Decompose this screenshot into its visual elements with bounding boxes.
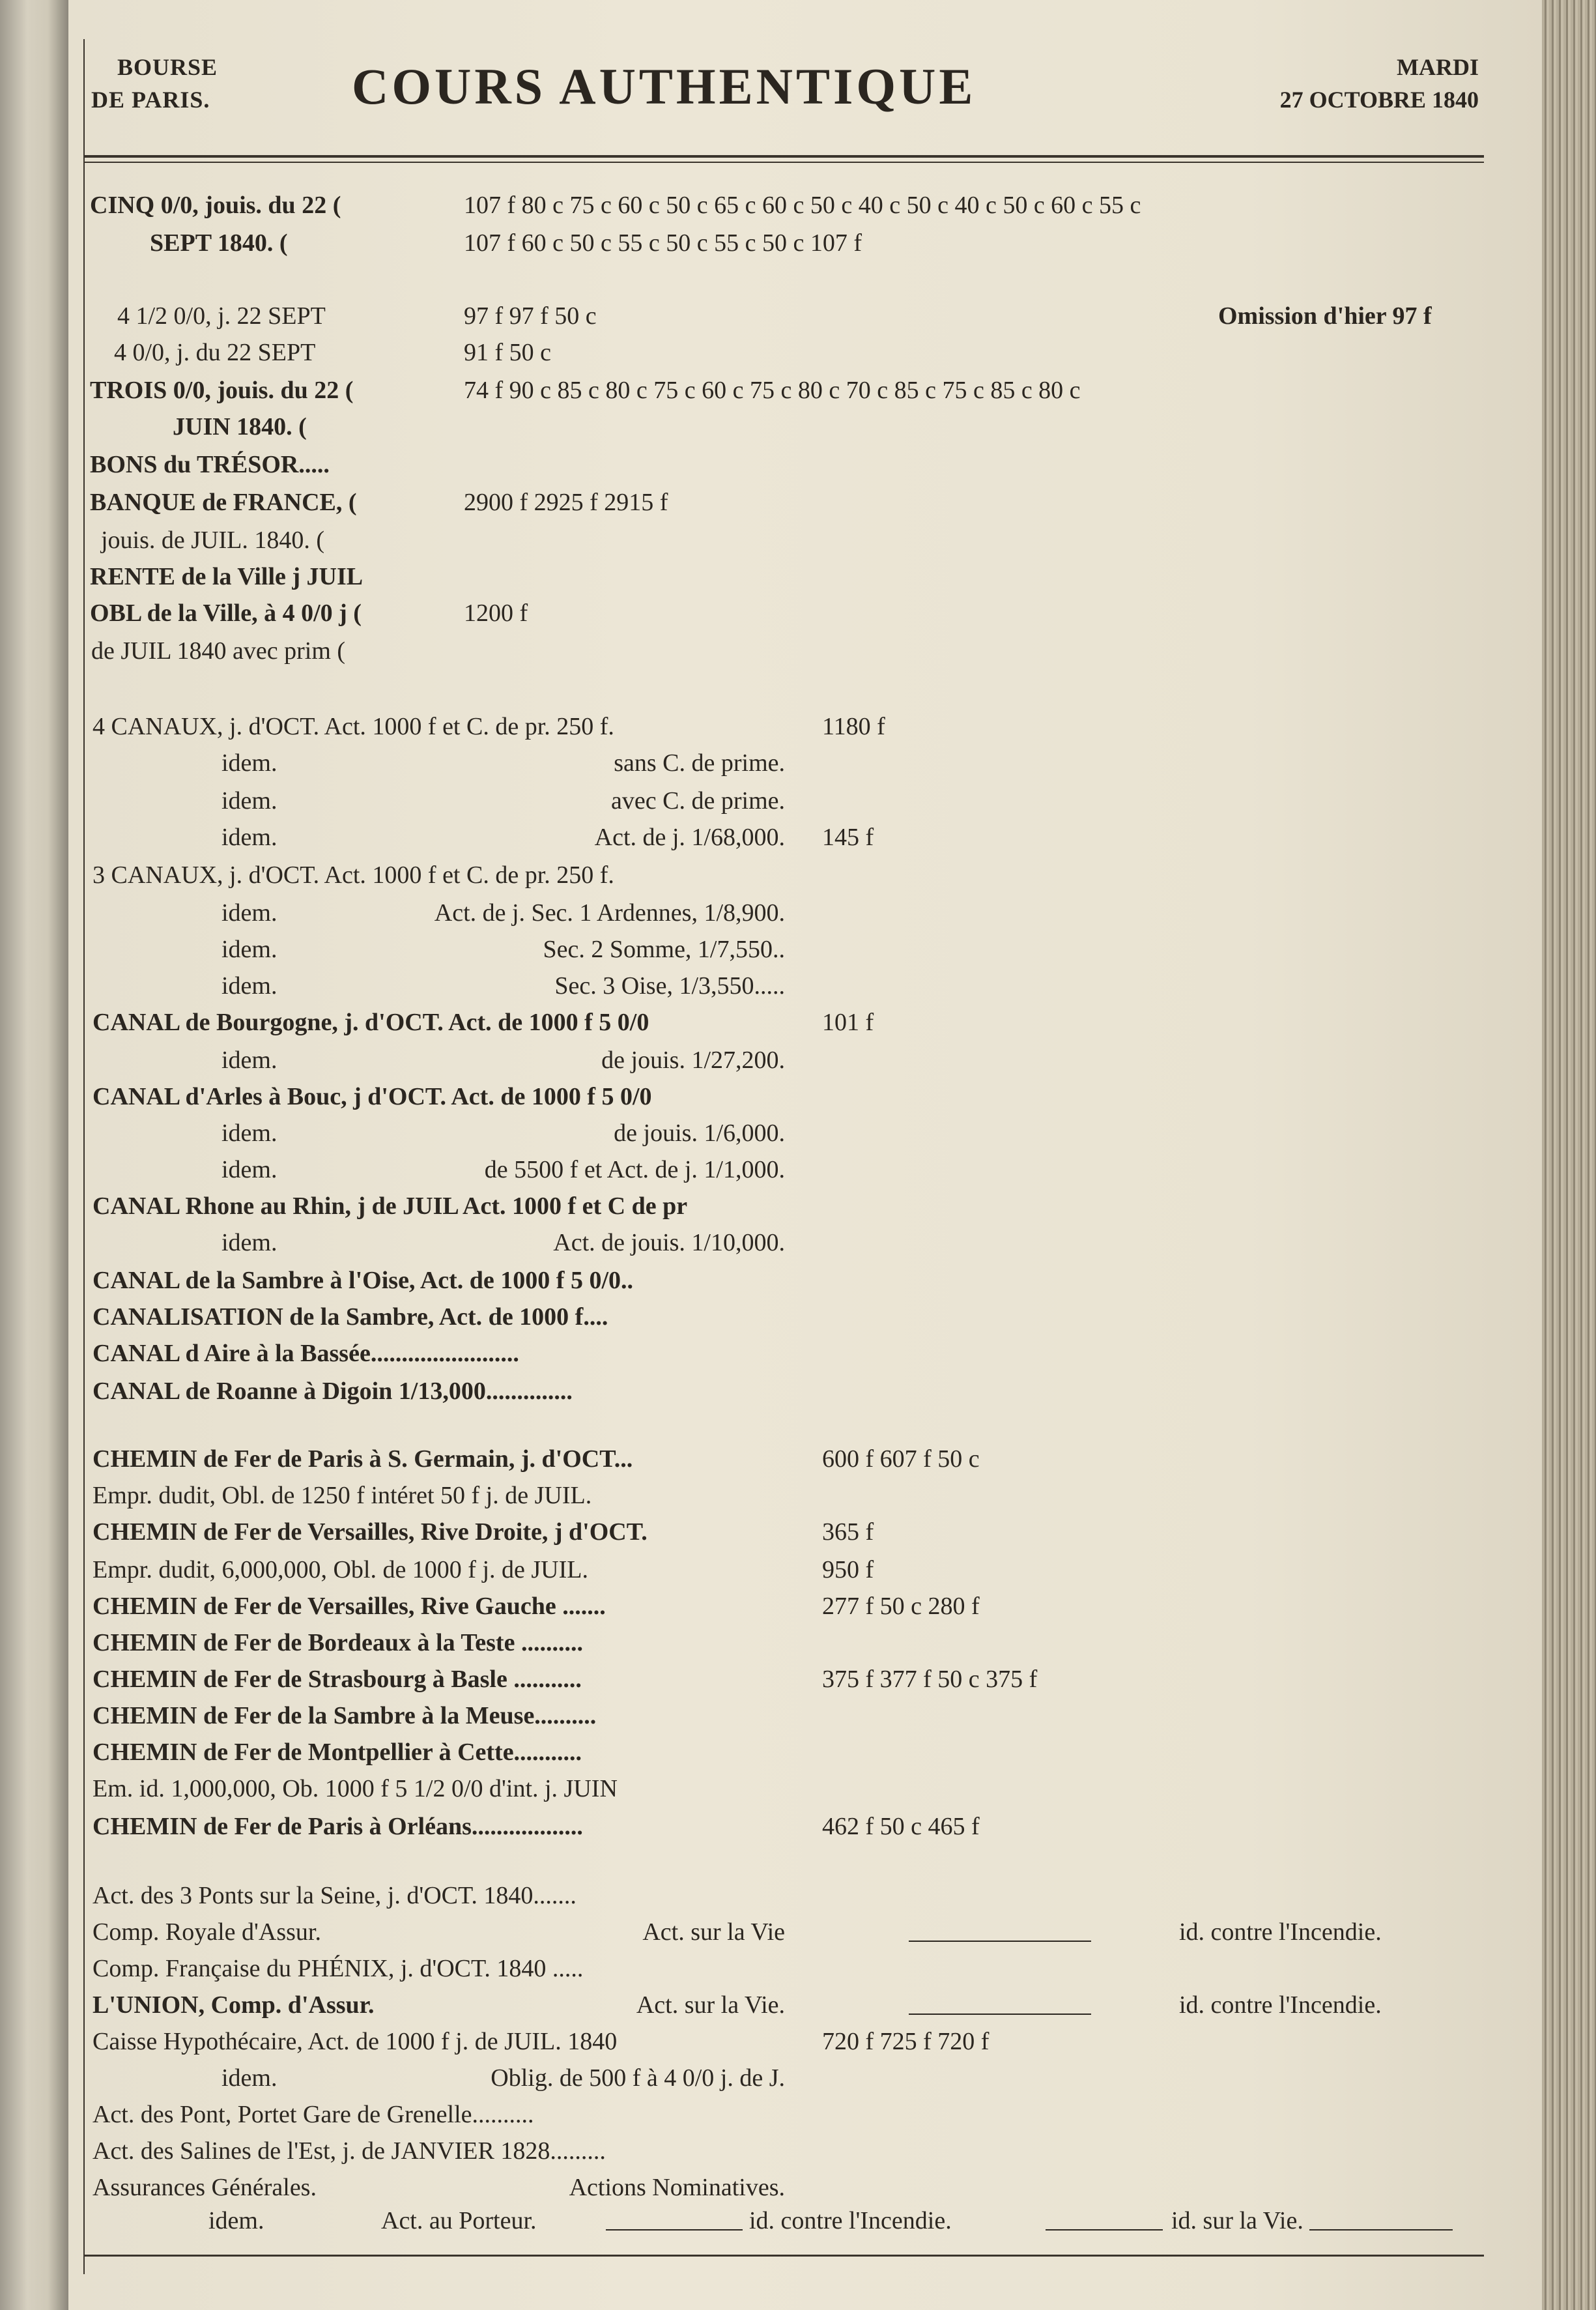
footer-rule	[83, 2255, 1484, 2257]
table-row	[0, 1812, 1498, 1841]
footer-blank-2	[1046, 2229, 1163, 2231]
table-row	[0, 1881, 1498, 1911]
row-label: Act. des Pont, Portet Gare de Grenelle..........	[93, 2101, 534, 2128]
table-row	[0, 412, 1498, 442]
row-sublabel: de 5500 f et Act. de j. 1/1,000.	[484, 1156, 785, 1183]
row-sublabel: Oblig. de 500 f à 4 0/0 j. de J.	[491, 2064, 785, 2092]
table-row	[0, 228, 1498, 258]
row-label: Em. id. 1,000,000, Ob. 1000 f 5 1/2 0/0 d'int. j. JUIN	[93, 1775, 618, 1802]
row-sublabel: Act. de j. Sec. 1 Ardennes, 1/8,900.	[434, 899, 785, 927]
row-prices: 2900 f 2925 f 2915 f	[464, 489, 668, 516]
row-prices: 107 f 80 c 75 c 60 c 50 c 65 c 60 c 50 c 40 c 50 c 40 c 50 c 60 c 55 c	[464, 192, 1141, 219]
row-label: CHEMIN de Fer de la Sambre à la Meuse..........	[93, 1702, 597, 1729]
table-row	[0, 1917, 1498, 1947]
table-row	[0, 190, 1498, 220]
price-blank-line	[909, 1941, 1091, 1942]
table-row	[0, 1007, 1498, 1037]
table-row	[0, 2027, 1498, 2057]
table-row	[0, 338, 1498, 368]
row-label: Comp. Française du PHÉNIX, j. d'OCT. 1840 .....	[93, 1955, 584, 1982]
row-prices: 365 f	[822, 1518, 874, 1546]
row-label: idem.	[221, 2064, 278, 2092]
row-prices: 97 f 97 f 50 c	[464, 302, 597, 330]
table-row	[0, 1302, 1498, 1332]
table-row	[0, 1774, 1498, 1804]
row-sublabel: Actions Nominatives.	[569, 2174, 785, 2201]
table-row	[0, 1444, 1498, 1474]
row-prices: 1200 f	[464, 599, 528, 627]
row-label: idem.	[221, 749, 278, 777]
footer-incendie: id. contre l'Incendie.	[749, 2207, 952, 2234]
row-label: CANAL de la Sambre à l'Oise, Act. de 1000 f 5 0/0..	[93, 1267, 634, 1294]
table-row	[0, 598, 1498, 628]
row-label: 4 0/0, j. du 22 SEPT	[114, 339, 316, 366]
table-row	[0, 1376, 1498, 1406]
row-label: CHEMIN de Fer de Strasbourg à Basle ...........	[93, 1666, 582, 1693]
table-row	[0, 525, 1498, 555]
row-label: CHEMIN de Fer de Paris à Orléans..................	[93, 1813, 583, 1840]
row-label: Assurances Générales.	[93, 2174, 317, 2201]
table-row	[0, 636, 1498, 666]
row-label: Act. des 3 Ponts sur la Seine, j. d'OCT. 1840.......	[93, 1882, 577, 1909]
table-row	[0, 2173, 1498, 2202]
row-prices: 950 f	[822, 1556, 874, 1583]
row-label: CINQ 0/0, jouis. du 22 (	[90, 192, 341, 219]
row-prices: 1180 f	[822, 713, 885, 740]
table-row	[0, 1265, 1498, 1295]
page-title: COURS AUTHENTIQUE	[352, 58, 976, 115]
row-sublabel: de jouis. 1/6,000.	[614, 1119, 785, 1147]
table-row	[0, 1701, 1498, 1731]
table-row	[0, 1338, 1498, 1368]
table-row	[0, 860, 1498, 890]
table-row	[0, 1082, 1498, 1112]
row-label: CHEMIN de Fer de Montpellier à Cette...........	[93, 1739, 582, 1766]
row-prices: 101 f	[822, 1009, 874, 1036]
table-row	[0, 1045, 1498, 1075]
table-row	[0, 1480, 1498, 1510]
row-label: idem.	[221, 936, 278, 963]
row-prices: 462 f 50 c 465 f	[822, 1813, 980, 1840]
header-de-paris: DE PARIS.	[91, 87, 210, 113]
row-prices: 91 f 50 c	[464, 339, 552, 366]
row-label: CHEMIN de Fer de Versailles, Rive Droite, j d'OCT.	[93, 1518, 648, 1546]
footer-vie: id. sur la Vie.	[1171, 2207, 1304, 2234]
row-label: CANAL d'Arles à Bouc, j d'OCT. Act. de 1000 f 5 0/0	[93, 1083, 652, 1110]
row-label: 3 CANAUX, j. d'OCT. Act. 1000 f et C. de pr. 250 f.	[93, 861, 614, 889]
table-row	[0, 1191, 1498, 1221]
row-label: CANAL d Aire à la Bassée........................	[93, 1340, 519, 1367]
row-label: Comp. Royale d'Assur.	[93, 1918, 321, 1946]
header-rule-top	[83, 155, 1484, 158]
row-prices: 107 f 60 c 50 c 55 c 50 c 55 c 50 c 107 f	[464, 229, 862, 257]
table-row	[0, 1954, 1498, 1984]
price-blank-line	[909, 2014, 1091, 2015]
header-date	[1153, 51, 1479, 116]
row-label: CANAL de Roanne à Digoin 1/13,000..............	[93, 1378, 573, 1405]
row-note: id. contre l'Incendie.	[1179, 1991, 1382, 2019]
row-sublabel: Act. de j. 1/68,000.	[594, 824, 785, 851]
table-row	[0, 712, 1498, 742]
row-sublabel: Act. sur la Vie	[642, 1918, 785, 1946]
row-label: SEPT 1840. (	[150, 229, 288, 257]
header-bourse: BOURSE	[117, 54, 218, 80]
table-row	[0, 2063, 1498, 2093]
row-prices: 375 f 377 f 50 c 375 f	[822, 1666, 1038, 1693]
row-label: idem.	[221, 1156, 278, 1183]
row-label: 4 1/2 0/0, j. 22 SEPT	[117, 302, 326, 330]
row-label: de JUIL 1840 avec prim (	[91, 637, 346, 665]
row-sublabel: Sec. 3 Oise, 1/3,550.....	[554, 972, 785, 1000]
table-row	[0, 934, 1498, 964]
table-row	[0, 898, 1498, 928]
table-row	[0, 748, 1498, 778]
table-row	[0, 301, 1498, 331]
row-label: CHEMIN de Fer de Versailles, Rive Gauche .......	[93, 1593, 606, 1620]
row-label: CHEMIN de Fer de Paris à S. Germain, j. d'OCT...	[93, 1445, 633, 1473]
table-row	[0, 450, 1498, 480]
row-label: TROIS 0/0, jouis. du 22 (	[90, 377, 354, 404]
table-row	[0, 786, 1498, 816]
row-label: idem.	[221, 899, 278, 927]
row-label: 4 CANAUX, j. d'OCT. Act. 1000 f et C. de pr. 250 f.	[93, 713, 614, 740]
header-rule-bottom	[83, 162, 1484, 163]
row-label: Empr. dudit, 6,000,000, Obl. de 1000 f j. de JUIL.	[93, 1556, 588, 1583]
row-prices: 277 f 50 c 280 f	[822, 1593, 980, 1620]
footer-blank-3	[1309, 2229, 1453, 2231]
table-row	[0, 1628, 1498, 1658]
row-sublabel: de jouis. 1/27,200.	[601, 1047, 785, 1074]
row-sublabel: Act. sur la Vie.	[636, 1991, 785, 2019]
row-label: Act. des Salines de l'Est, j. de JANVIER 1828.........	[93, 2137, 606, 2165]
row-label: CANALISATION de la Sambre, Act. de 1000 f....	[93, 1303, 608, 1331]
row-sublabel: Sec. 2 Somme, 1/7,550..	[543, 936, 785, 963]
footer-blank-1	[606, 2229, 743, 2231]
row-label: RENTE de la Ville j JUIL	[90, 563, 363, 590]
header-full-date: 27 OCTOBRE 1840	[1279, 87, 1479, 113]
header-weekday: MARDI	[1397, 54, 1479, 80]
row-label: idem.	[221, 972, 278, 1000]
table-row	[0, 487, 1498, 517]
row-sublabel: avec C. de prime.	[611, 787, 785, 815]
row-label: L'UNION, Comp. d'Assur.	[93, 1991, 375, 2019]
table-row	[0, 2136, 1498, 2166]
footer-porteur: Act. au Porteur.	[381, 2207, 537, 2234]
footer-line	[208, 2206, 1479, 2236]
table-row	[0, 1990, 1498, 2020]
row-note: id. contre l'Incendie.	[1179, 1918, 1382, 1946]
row-label: Empr. dudit, Obl. de 1250 f intéret 50 f j. de JUIL.	[93, 1482, 592, 1509]
row-prices: 600 f 607 f 50 c	[822, 1445, 980, 1473]
row-label: Caisse Hypothécaire, Act. de 1000 f j. de JUIL. 1840	[93, 2028, 618, 2055]
row-label: idem.	[221, 1229, 278, 1256]
row-prices: 720 f 725 f 720 f	[822, 2028, 990, 2055]
table-row	[0, 971, 1498, 1001]
table-row	[0, 1737, 1498, 1767]
row-label: idem.	[221, 824, 278, 851]
row-label: jouis. de JUIL. 1840. (	[101, 527, 325, 554]
row-label: idem.	[221, 1047, 278, 1074]
table-row	[0, 1591, 1498, 1621]
row-label: JUIN 1840. (	[173, 413, 307, 440]
table-row	[0, 2100, 1498, 2130]
header-exchange	[91, 51, 261, 116]
row-label: BONS du TRÉSOR.....	[90, 451, 330, 478]
table-row	[0, 822, 1498, 852]
row-label: idem.	[221, 787, 278, 815]
table-row	[0, 1664, 1498, 1694]
table-row	[0, 1155, 1498, 1185]
row-sublabel: Act. de jouis. 1/10,000.	[553, 1229, 785, 1256]
table-row	[0, 1555, 1498, 1585]
row-sublabel: sans C. de prime.	[614, 749, 785, 777]
row-prices: 145 f	[822, 824, 874, 851]
table-row	[0, 375, 1498, 405]
row-label: CANAL de Bourgogne, j. d'OCT. Act. de 1000 f 5 0/0	[93, 1009, 649, 1036]
table-row	[0, 1118, 1498, 1148]
page-edges	[1542, 0, 1596, 2310]
row-note: Omission d'hier 97 f	[1218, 302, 1432, 330]
table-row	[0, 1228, 1498, 1258]
table-row	[0, 562, 1498, 592]
footer-idem: idem.	[208, 2207, 264, 2234]
row-prices: 74 f 90 c 85 c 80 c 75 c 60 c 75 c 80 c 70 c 85 c 75 c 85 c 80 c	[464, 377, 1081, 404]
table-row	[0, 1517, 1498, 1547]
row-label: OBL de la Ville, à 4 0/0 j (	[90, 599, 362, 627]
row-label: CHEMIN de Fer de Bordeaux à la Teste ..........	[93, 1629, 583, 1656]
row-label: BANQUE de FRANCE, (	[90, 489, 357, 516]
row-label: idem.	[221, 1119, 278, 1147]
row-label: CANAL Rhone au Rhin, j de JUIL Act. 1000 f et C de pr	[93, 1192, 688, 1220]
